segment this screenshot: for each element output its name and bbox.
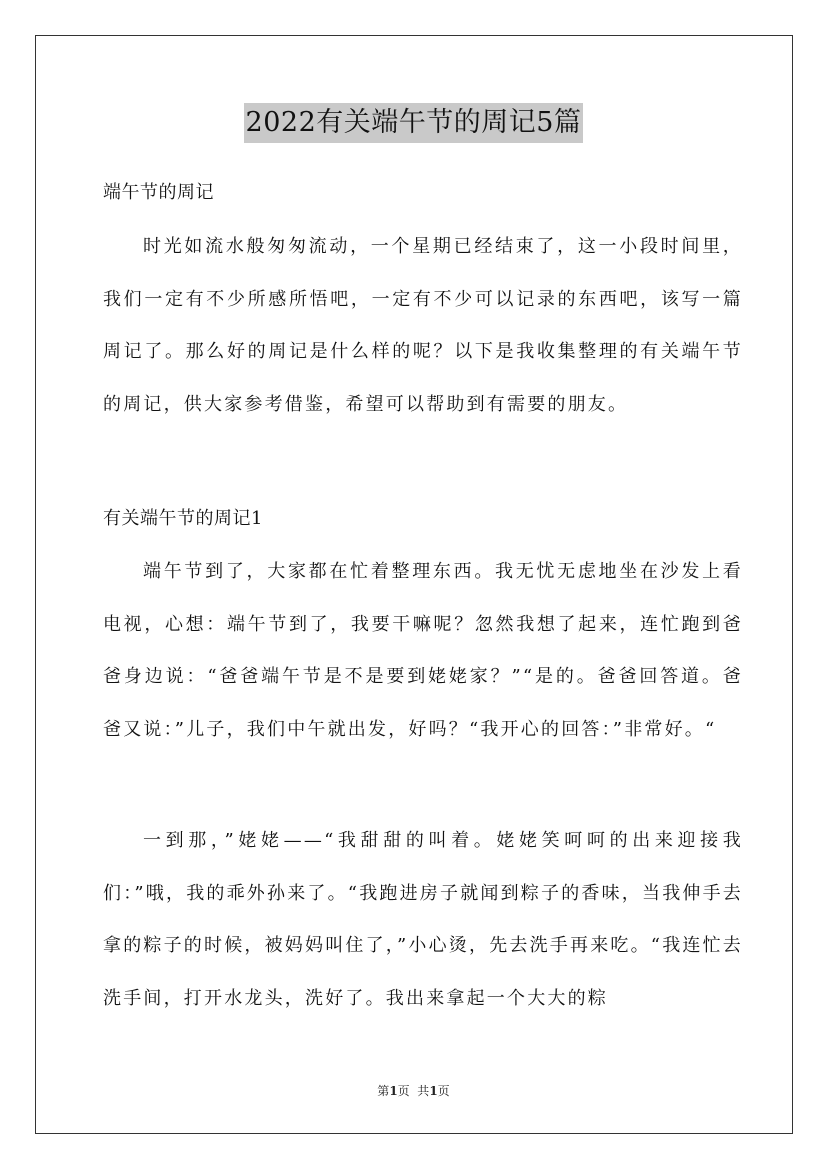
footer-current-page: 1 [389,1084,398,1098]
section-heading-intro: 端午节的周记 [103,182,214,203]
footer-suffix: 页 [437,1084,450,1098]
footer-prefix: 第 [377,1084,390,1098]
body-paragraph-2: 一到那，”姥姥——“我甜甜的叫着。姥姥笑呵呵的出来迎接我们：”哦，我的乖外孙来了。“我跑进房子就闻到粽子的香味，当我伸手去拿的粽子的时候，被妈妈叫住了，”小心烫，先去洗手再来吃。“我连忙去洗手间，打开水龙头，洗好了。我出来拿起一个大大的粽 [103,830,744,1009]
title-container [0,103,827,143]
intro-paragraph: 时光如流水般匆匆流动，一个星期已经结束了，这一小段时间里，我们一定有不少所感所悟吧，一定有不少可以记录的东西吧，该写一篇周记了。那么好的周记是什么样的呢？以下是我收集整理的有关端午节的周记，供大家参考借鉴，希望可以帮助到有需要的朋友。 [103,236,743,415]
footer-total-pages: 1 [429,1084,438,1098]
footer-mid: 页 共 [397,1084,430,1098]
document-title: 2022有关端午节的周记5篇 [244,103,584,143]
body-paragraph-1: 端午节到了，大家都在忙着整理东西。我无忧无虑地坐在沙发上看电视，心想：端午节到了，我要干嘛呢？忽然我想了起来，连忙跑到爸爸身边说：“爸爸端午节是不是要到姥姥家？”“是的。爸爸回答道。爸爸又说：”儿子，我们中午就出发，好吗？“我开心的回答：”非常好。“ [103,561,743,740]
section-heading-weekly-note-1: 有关端午节的周记1 [103,508,263,529]
page-footer [0,1083,827,1099]
